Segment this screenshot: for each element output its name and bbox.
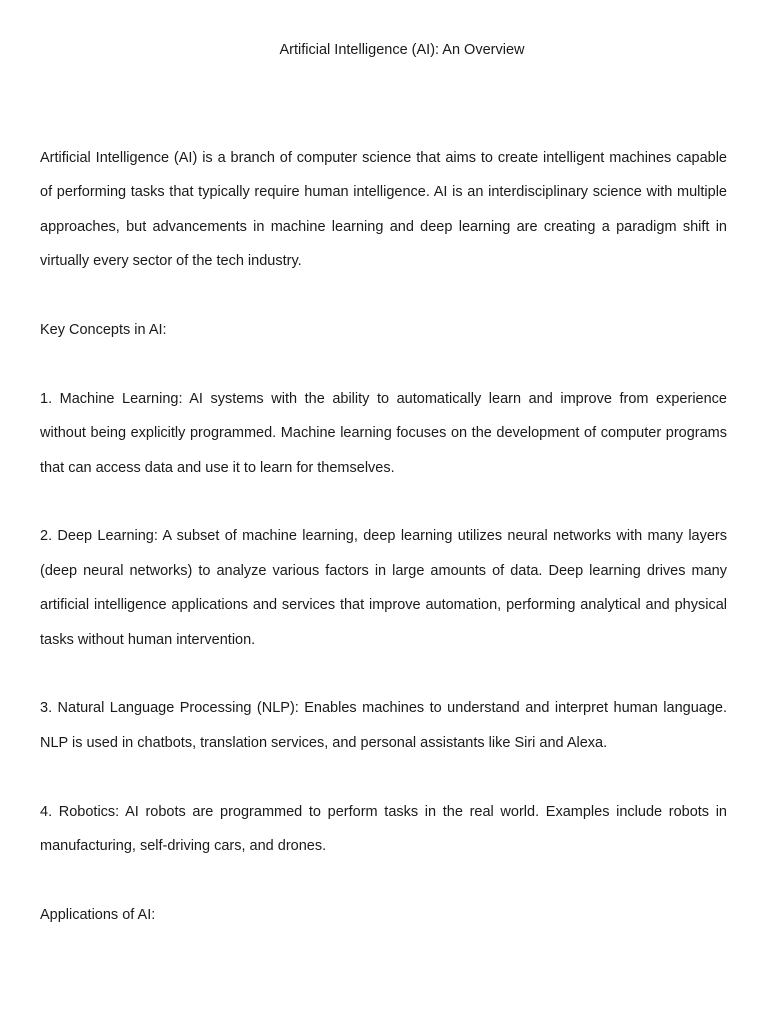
- concept-paragraph-machine-learning: 1. Machine Learning: AI systems with the ability to automatically learn and improve from experience without being explicitly programmed. Machine learning focuses on the development of computer programs that can access data and use it to learn for themselves.: [40, 390, 727, 476]
- document-title: Artificial Intelligence (AI): An Overview: [279, 42, 525, 58]
- applications-heading: Applications of AI:: [40, 906, 156, 923]
- concept-paragraph-deep-learning: 2. Deep Learning: A subset of machine learning, deep learning utilizes neural networks with many layers (deep neural networks) to analyze various factors in large amounts of data. Deep learning drives many artificial intelligence applications and services that improve automation, performing analytical and physical tasks without human intervention.: [40, 528, 727, 648]
- document-body: [40, 141, 727, 967]
- concept-paragraph-nlp: 3. Natural Language Processing (NLP): Enables machines to understand and interpret human language. NLP is used in chatbots, translation services, and personal assistants like Siri and Alexa.: [40, 700, 727, 751]
- intro-paragraph: Artificial Intelligence (AI) is a branch of computer science that aims to create intelligent machines capable of performing tasks that typically require human intelligence. AI is an interdisciplinary science with multiple approaches, but advancements in machine learning and deep learning are creating a paradigm shift in virtually every sector of the tech industry.: [40, 150, 727, 270]
- key-concepts-heading: Key Concepts in AI:: [40, 322, 167, 339]
- concept-paragraph-robotics: 4. Robotics: AI robots are programmed to perform tasks in the real world. Examples include robots in manufacturing, self-driving cars, and drones.: [40, 803, 727, 855]
